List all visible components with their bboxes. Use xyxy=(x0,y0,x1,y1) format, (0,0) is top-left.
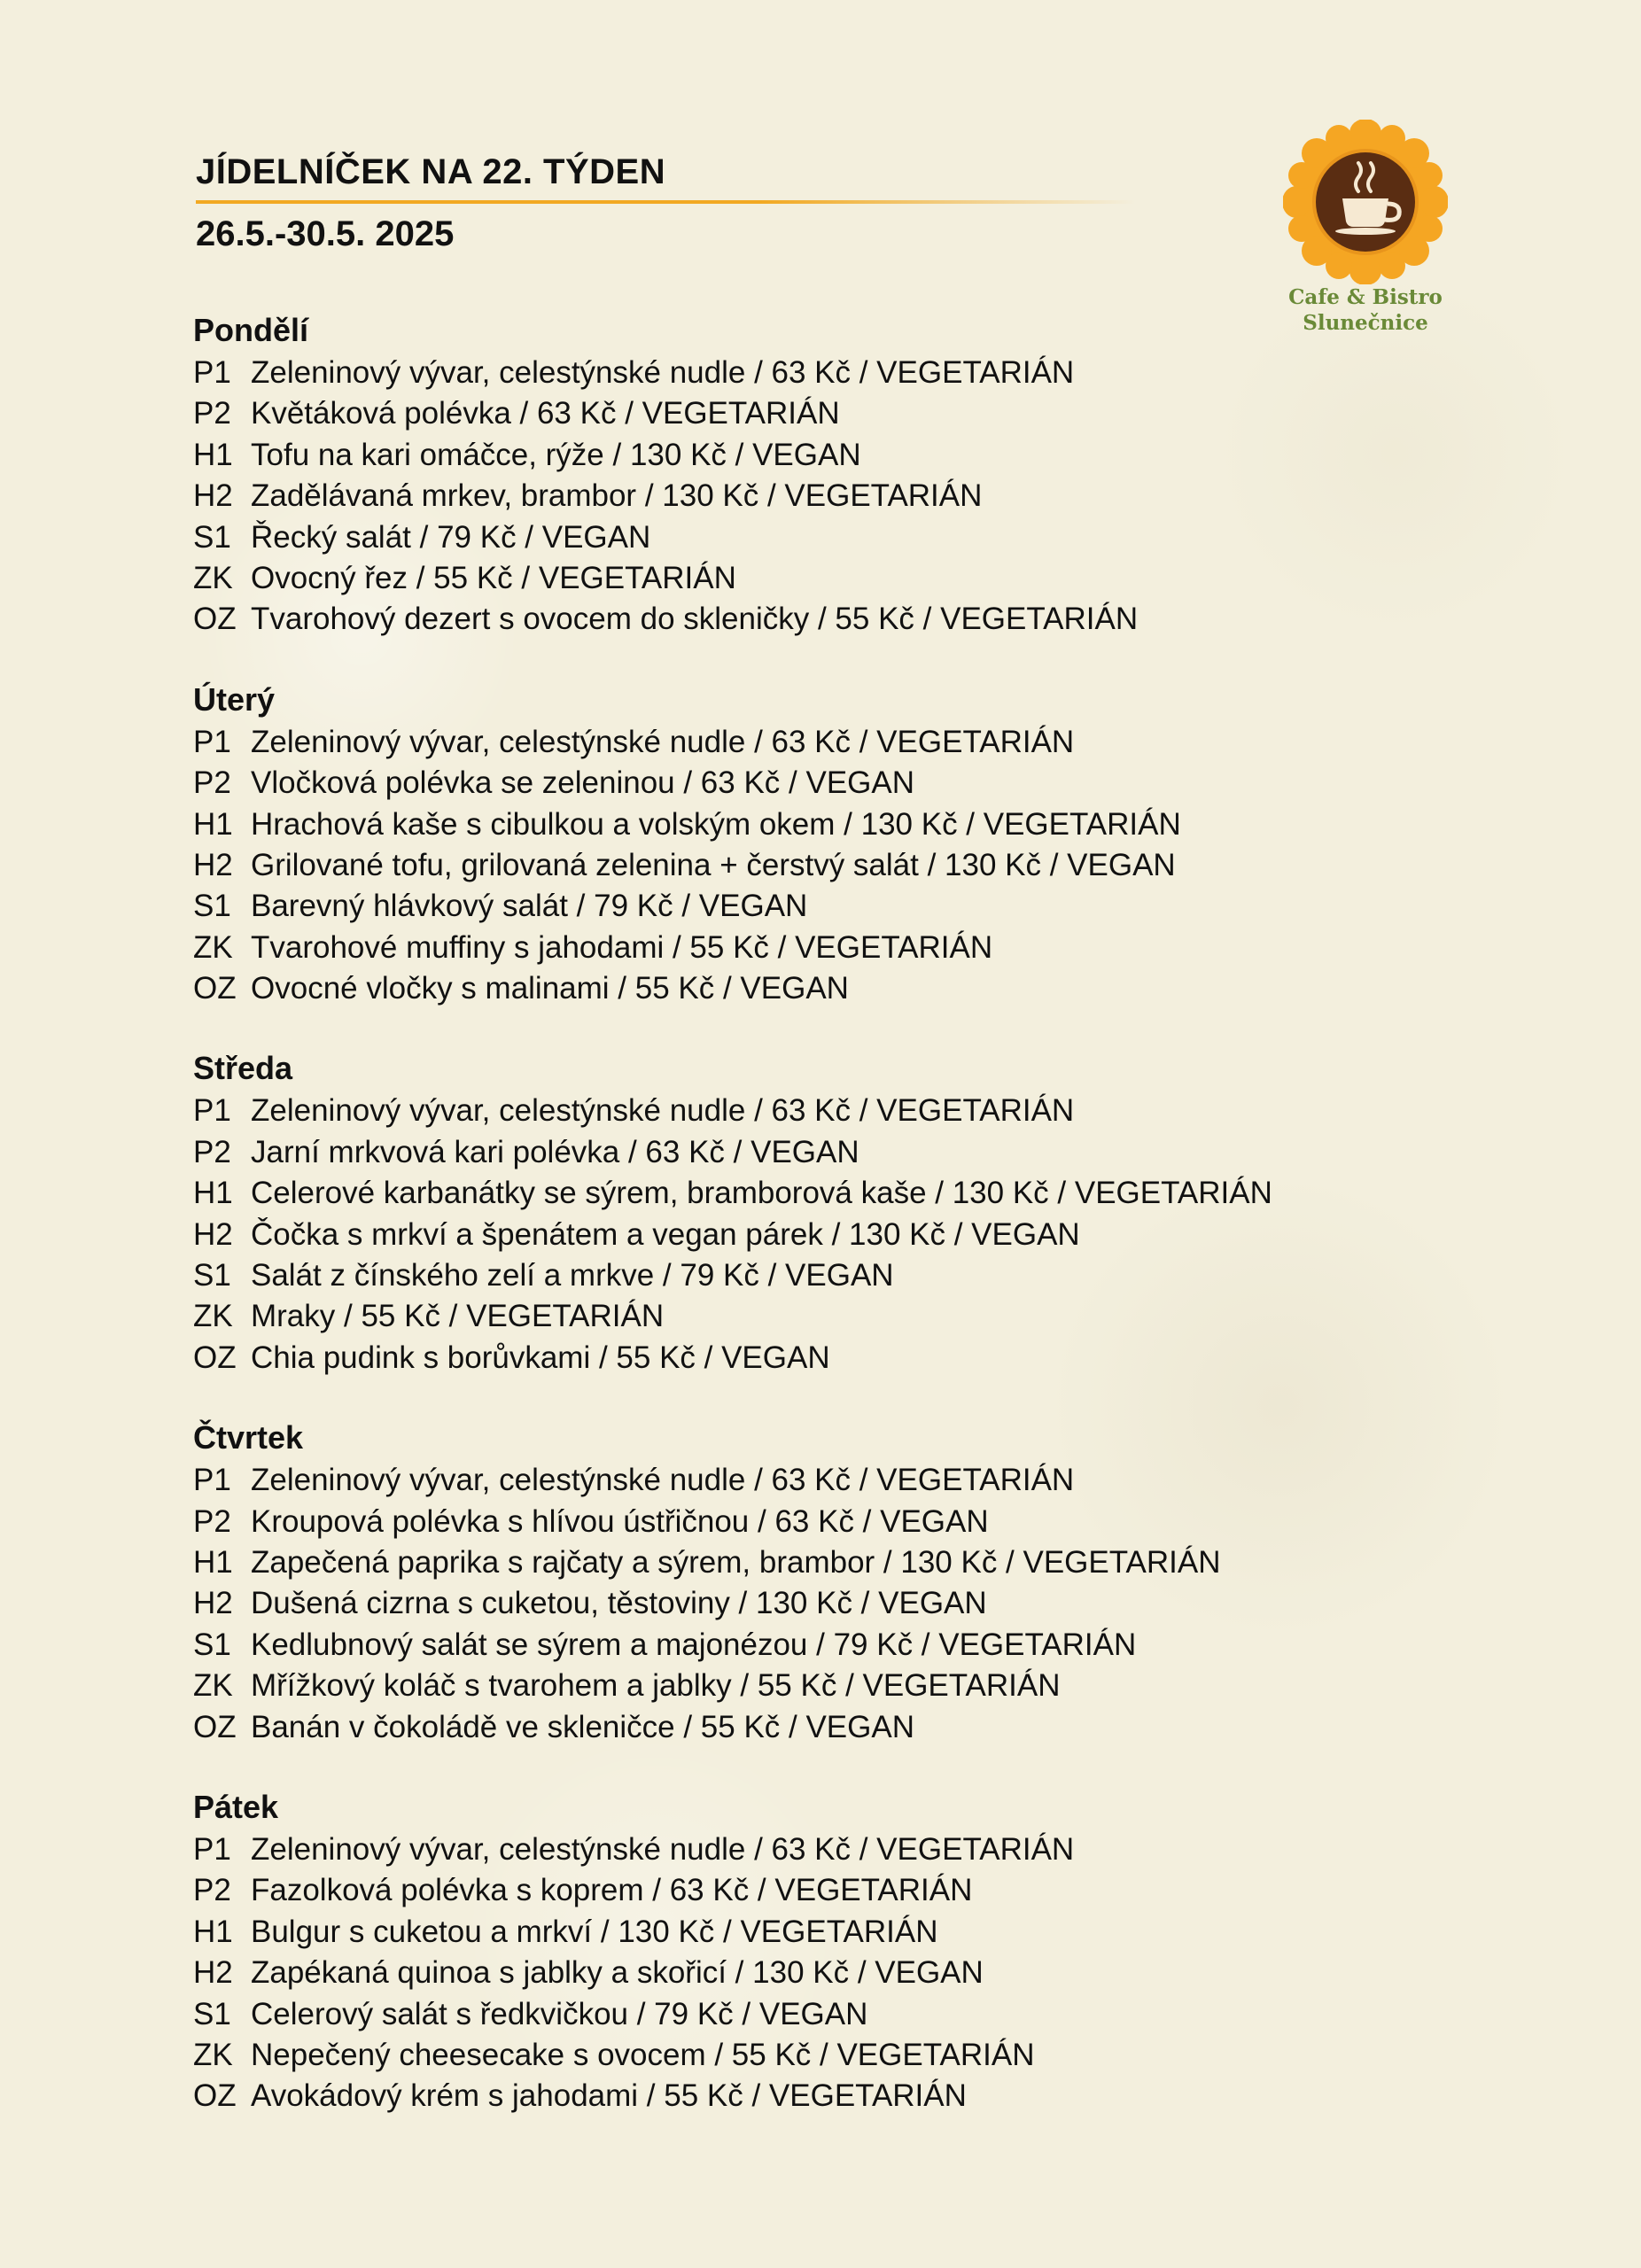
menu-item-code: S1 xyxy=(193,1258,231,1293)
menu-item-text: Barevný hlávkový salát / 79 Kč / VEGAN xyxy=(251,889,808,924)
menu-item xyxy=(193,722,1345,763)
menu-item xyxy=(193,1912,1345,1953)
menu-item xyxy=(193,353,1345,393)
menu-item xyxy=(193,599,1345,640)
menu-item xyxy=(193,1091,1345,1131)
menu-item-code: ZK xyxy=(193,1668,233,1704)
menu-item-text: Salát z čínského zelí a mrkve / 79 Kč / VEGAN xyxy=(251,1258,894,1293)
menu-item-code: H2 xyxy=(193,1586,233,1621)
menu-item-text: Zadělávaná mrkev, brambor / 130 Kč / VEGETARIÁN xyxy=(251,478,983,514)
menu-item-text: Květáková polévka / 63 Kč / VEGETARIÁN xyxy=(251,396,840,431)
day-section xyxy=(193,310,1345,641)
menu-item xyxy=(193,1338,1345,1379)
day-heading: Čtvrtek xyxy=(193,1419,304,1456)
menu-item xyxy=(193,886,1345,927)
menu-item-text: Zeleninový vývar, celestýnské nudle / 63 Kč / VEGETARIÁN xyxy=(251,724,1075,759)
menu-item-code: ZK xyxy=(193,929,233,965)
menu-item xyxy=(193,393,1345,434)
menu-item-text: Zeleninový vývar, celestýnské nudle / 63 Kč / VEGETARIÁN xyxy=(251,1463,1075,1498)
menu-item-code: OZ xyxy=(193,1340,237,1375)
menu-item-text: Jarní mrkvová kari polévka / 63 Kč / VEGAN xyxy=(251,1134,859,1169)
menu-item-code: H1 xyxy=(193,1176,233,1211)
menu-item-text: Vločková polévka se zeleninou / 63 Kč / VEGAN xyxy=(251,765,915,801)
menu-item xyxy=(193,517,1345,558)
menu-item xyxy=(193,2076,1345,2117)
menu-item-code: ZK xyxy=(193,2037,233,2072)
menu-item xyxy=(193,928,1345,968)
menu-item xyxy=(193,1625,1345,1666)
menu-item-code: H1 xyxy=(193,1914,233,1949)
day-section xyxy=(193,1418,1345,1748)
menu-item-text: Fazolková polévka s koprem / 63 Kč / VEGETARIÁN xyxy=(251,1873,973,1908)
menu-item-text: Grilované tofu, grilovaná zelenina + čerstvý salát / 130 Kč / VEGAN xyxy=(251,847,1176,882)
menu-item-code: P1 xyxy=(193,1831,231,1867)
menu-item-code: H1 xyxy=(193,806,233,842)
menu-item-text: Hrachová kaše s cibulkou a volským okem / 130 Kč / VEGETARIÁN xyxy=(251,806,1181,842)
menu-item-code: P2 xyxy=(193,396,231,431)
menu-item-code: H2 xyxy=(193,1216,233,1252)
menu-item xyxy=(193,1707,1345,1748)
cafe-logo xyxy=(1283,120,1448,336)
menu-item-text: Kedlubnový salát se sýrem a majonézou / 79 Kč / VEGETARIÁN xyxy=(251,1627,1137,1662)
menu-item xyxy=(193,1502,1345,1542)
menu-item-code: OZ xyxy=(193,602,237,637)
week-dates: 26.5.-30.5. 2025 xyxy=(196,214,455,253)
menu-item xyxy=(193,1132,1345,1173)
coffee-cup-sun-icon xyxy=(1283,120,1448,284)
menu-item-code: S1 xyxy=(193,1627,231,1662)
title-underline xyxy=(196,200,1135,204)
menu-item-text: Mřížkový koláč s tvarohem a jablky / 55 Kč / VEGETARIÁN xyxy=(251,1668,1061,1704)
menu-item-text: Bulgur s cuketou a mrkví / 130 Kč / VEGETARIÁN xyxy=(251,1914,938,1949)
menu-item-text: Ovocný řez / 55 Kč / VEGETARIÁN xyxy=(251,560,736,595)
menu-item-text: Banán v čokoládě ve skleničce / 55 Kč / VEGAN xyxy=(251,1709,914,1744)
menu-item-code: H1 xyxy=(193,1544,233,1580)
menu-item-text: Zapečená paprika s rajčaty a sýrem, brambor / 130 Kč / VEGETARIÁN xyxy=(251,1544,1221,1580)
menu-item xyxy=(193,1870,1345,1911)
menu-item-text: Chia pudink s borůvkami / 55 Kč / VEGAN xyxy=(251,1340,830,1375)
menu-item-text: Celerové karbanátky se sýrem, bramborová kaše / 130 Kč / VEGETARIÁN xyxy=(251,1176,1272,1211)
menu-item xyxy=(193,1542,1345,1583)
menu-item-code: H2 xyxy=(193,847,233,882)
menu-item-text: Dušená cizrna s cuketou, těstoviny / 130 Kč / VEGAN xyxy=(251,1586,987,1621)
menu-item-code: OZ xyxy=(193,971,237,1006)
menu-item-text: Tvarohové muffiny s jahodami / 55 Kč / VEGETARIÁN xyxy=(251,929,993,965)
menu-item-text: Kroupová polévka s hlívou ústřičnou / 63 Kč / VEGAN xyxy=(251,1503,989,1539)
menu-item-code: P2 xyxy=(193,1134,231,1169)
menu-item-code: P2 xyxy=(193,765,231,801)
menu-item xyxy=(193,845,1345,886)
day-heading: Středa xyxy=(193,1050,293,1087)
logo-line-2: Slunečnice xyxy=(1303,311,1428,335)
menu-item-text: Ovocné vločky s malinami / 55 Kč / VEGAN xyxy=(251,971,849,1006)
menu-item-code: P2 xyxy=(193,1503,231,1539)
menu-item-code: S1 xyxy=(193,1996,231,2031)
menu-item-text: Mraky / 55 Kč / VEGETARIÁN xyxy=(251,1299,665,1334)
menu-item-text: Řecký salát / 79 Kč / VEGAN xyxy=(251,519,651,555)
menu-item-code: H1 xyxy=(193,437,233,472)
menu-item xyxy=(193,2035,1345,2076)
menu-item xyxy=(193,558,1345,599)
menu-item xyxy=(193,1666,1345,1706)
day-section xyxy=(193,1787,1345,2117)
menu-item xyxy=(193,1460,1345,1501)
menu-item-code: P2 xyxy=(193,1873,231,1908)
page-title: JÍDELNÍČEK NA 22. TÝDEN xyxy=(196,152,666,191)
menu-item-text: Nepečený cheesecake s ovocem / 55 Kč / VEGETARIÁN xyxy=(251,2037,1035,2072)
menu-item-code: ZK xyxy=(193,1299,233,1334)
menu-item xyxy=(193,1173,1345,1214)
menu-item xyxy=(193,1215,1345,1255)
menu-item-code: P1 xyxy=(193,724,231,759)
menu-item-code: P1 xyxy=(193,1093,231,1129)
menu-item xyxy=(193,1994,1345,2035)
menu-item xyxy=(193,1583,1345,1624)
menu-item-text: Zeleninový vývar, celestýnské nudle / 63 Kč / VEGETARIÁN xyxy=(251,1831,1075,1867)
menu-item-text: Celerový salát s ředkvičkou / 79 Kč / VEGAN xyxy=(251,1996,868,2031)
menu-item xyxy=(193,1829,1345,1870)
day-heading: Pátek xyxy=(193,1788,279,1825)
menu-item xyxy=(193,763,1345,804)
day-heading: Úterý xyxy=(193,680,276,718)
day-section xyxy=(193,680,1345,1010)
menu-item-code: S1 xyxy=(193,519,231,555)
logo-line-1: Cafe & Bistro xyxy=(1288,285,1443,309)
menu-item xyxy=(193,968,1345,1009)
menu-item xyxy=(193,435,1345,476)
menu-item xyxy=(193,476,1345,517)
weekly-menu xyxy=(193,310,1345,2156)
menu-item xyxy=(193,1255,1345,1296)
menu-item-code: P1 xyxy=(193,1463,231,1498)
menu-item-text: Avokádový krém s jahodami / 55 Kč / VEGETARIÁN xyxy=(251,2078,967,2114)
day-section xyxy=(193,1048,1345,1379)
menu-item-code: OZ xyxy=(193,2078,237,2114)
menu-item-code: H2 xyxy=(193,478,233,514)
day-heading: Pondělí xyxy=(193,312,309,348)
menu-header xyxy=(196,149,1170,257)
menu-item xyxy=(193,804,1345,845)
menu-item xyxy=(193,1953,1345,1993)
menu-item xyxy=(193,1296,1345,1337)
menu-item-text: Zeleninový vývar, celestýnské nudle / 63 Kč / VEGETARIÁN xyxy=(251,355,1075,390)
menu-item-code: P1 xyxy=(193,355,231,390)
menu-item-text: Čočka s mrkví a špenátem a vegan párek / 130 Kč / VEGAN xyxy=(251,1216,1080,1252)
menu-item-text: Zapékaná quinoa s jablky a skořicí / 130 Kč / VEGAN xyxy=(251,1955,984,1991)
menu-item-code: ZK xyxy=(193,560,233,595)
menu-item-text: Tvarohový dezert s ovocem do skleničky / 55 Kč / VEGETARIÁN xyxy=(251,602,1139,637)
menu-item-code: S1 xyxy=(193,889,231,924)
menu-item-text: Tofu na kari omáčce, rýže / 130 Kč / VEGAN xyxy=(251,437,861,472)
menu-item-text: Zeleninový vývar, celestýnské nudle / 63 Kč / VEGETARIÁN xyxy=(251,1093,1075,1129)
menu-item-code: H2 xyxy=(193,1955,233,1991)
menu-item-code: OZ xyxy=(193,1709,237,1744)
